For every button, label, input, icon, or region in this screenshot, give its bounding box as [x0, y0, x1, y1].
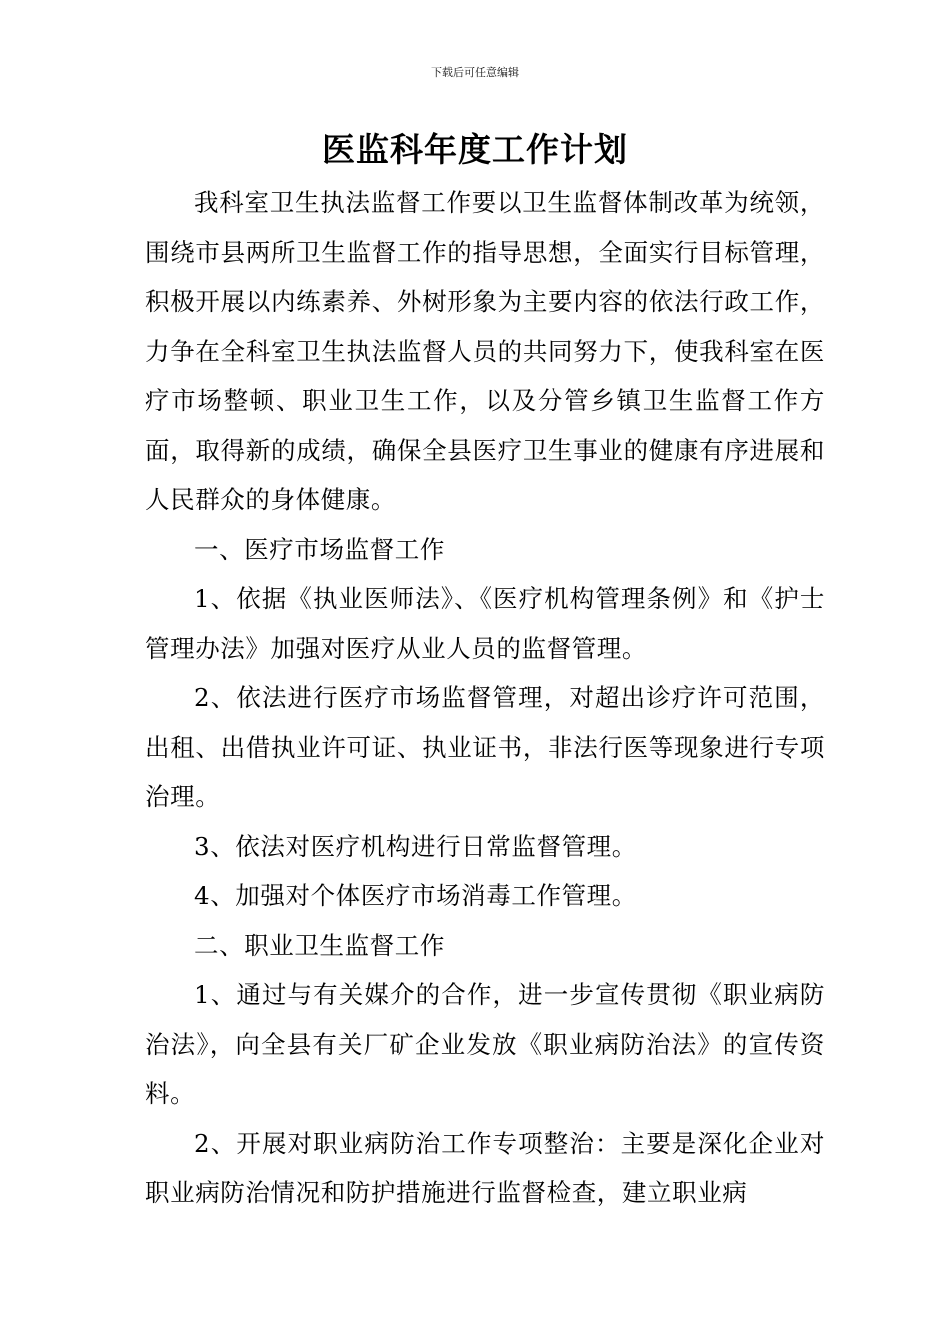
document-title: 医监科年度工作计划	[322, 130, 628, 169]
medical-item-1: 1、依据《执业医师法》、《医疗机构管理条例》和《护士管理办法》加强对医疗从业人员的监督管理。	[145, 584, 825, 663]
document-body	[145, 178, 825, 1218]
occupational-item-2: 2、开展对职业病防治工作专项整治：主要是深化企业对职业病防治情况和防护措施进行监督检查，建立职业病	[145, 1128, 825, 1207]
header-note: 下载后可任意编辑	[431, 66, 519, 79]
section-heading-medical-market: 一、医疗市场监督工作	[194, 534, 445, 564]
medical-item-4: 4、加强对个体医疗市场消毒工作管理。	[194, 881, 637, 910]
occupational-item-1: 1、通过与有关媒介的合作，进一步宣传贯彻《职业病防治法》，向全县有关厂矿企业发放《职业病防治法》的宣传资料。	[145, 980, 825, 1108]
section-heading-occupational-health: 二、职业卫生监督工作	[194, 930, 445, 960]
medical-item-3: 3、依法对医疗机构进行日常监督管理。	[194, 831, 637, 861]
intro-paragraph: 我科室卫生执法监督工作要以卫生监督体制改革为统领，围绕市县两所卫生监督工作的指导思想，全面实行目标管理，积极开展以内练素养、外树形象为主要内容的依法行政工作，力争在全科室卫生执法监督人员的共同努力下，使我科室在医疗市场整顿、职业卫生工作，以及分管乡镇卫生监督工作方面，取得新的成绩，确保全县医疗卫生事业的健康有序进展和人民群众的身体健康。	[145, 188, 825, 514]
medical-item-2: 2、依法进行医疗市场监督管理，对超出诊疗许可范围，出租、出借执业许可证、执业证书，非法行医等现象进行专项治理。	[145, 683, 825, 811]
